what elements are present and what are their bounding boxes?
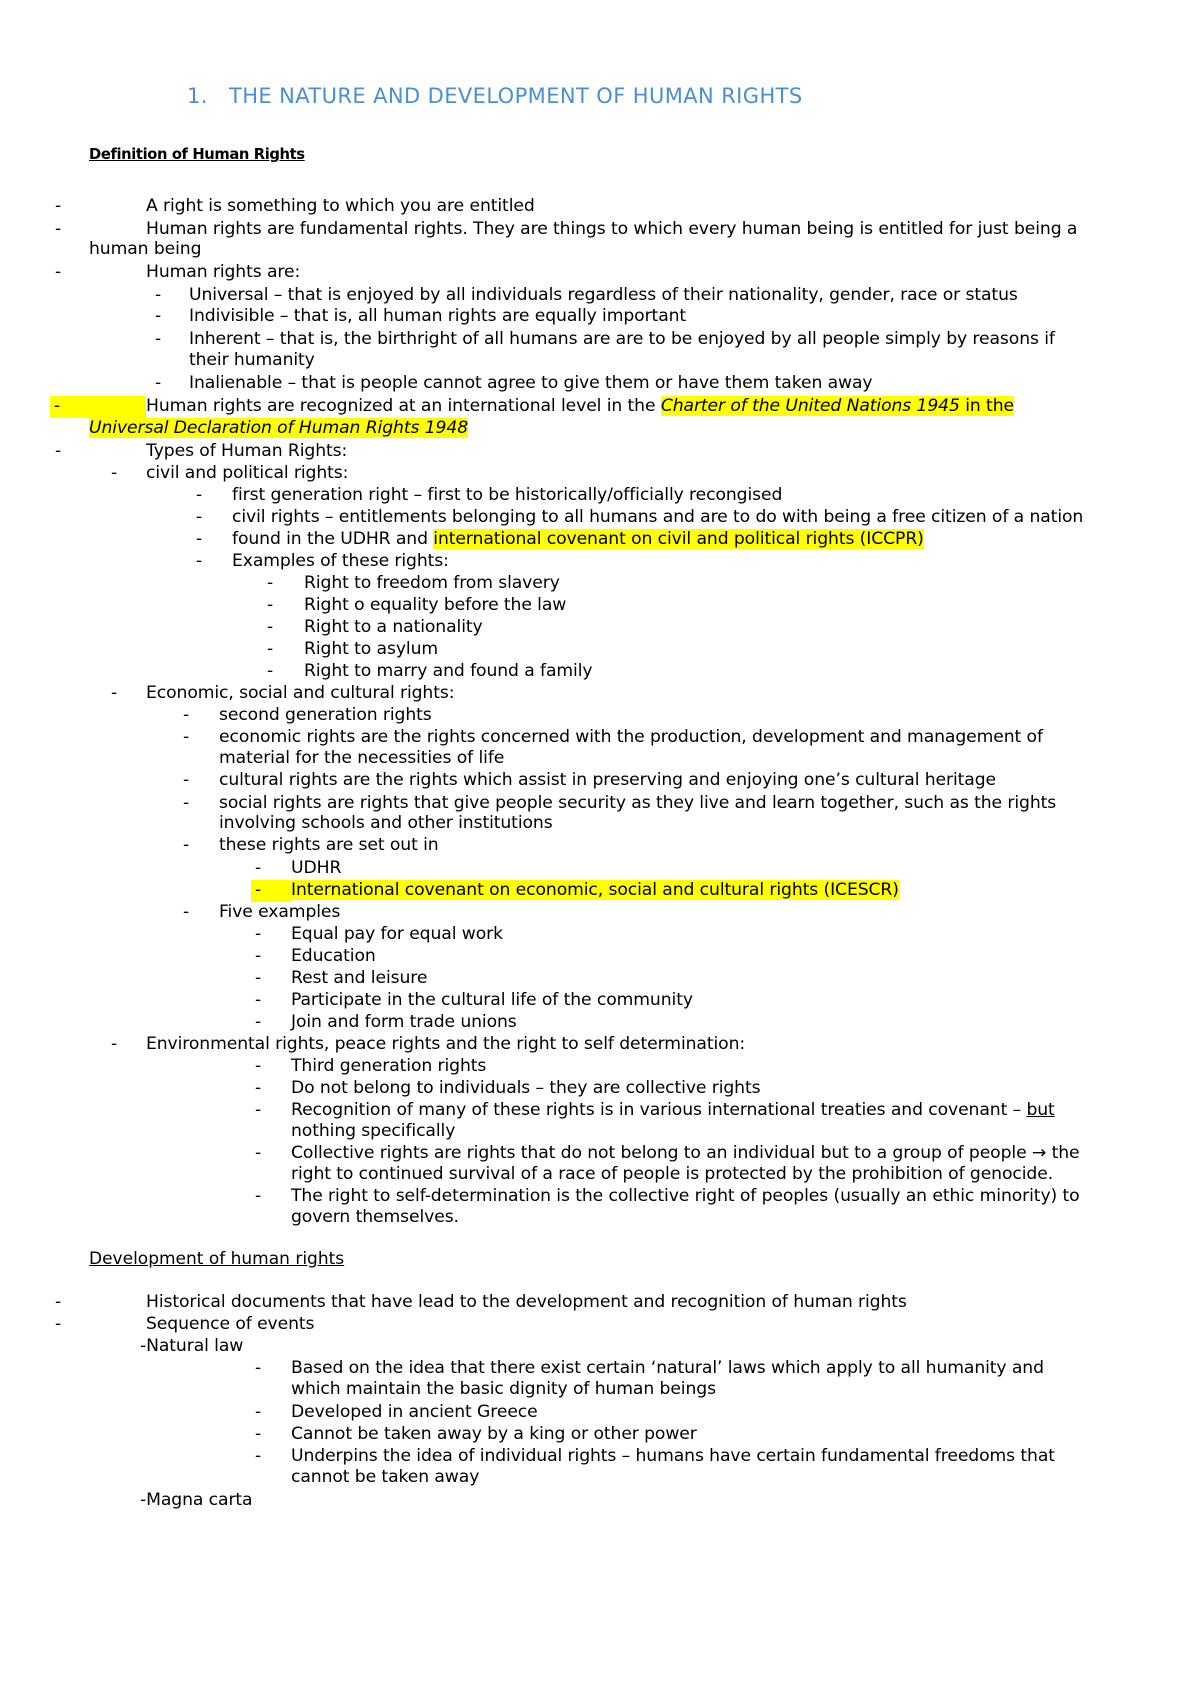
bullet (255, 1424, 261, 1444)
list-item: Right o equality before the law (304, 595, 567, 615)
bullet-glyph: - (183, 902, 190, 922)
bullet-glyph: - (155, 285, 162, 305)
bullet (255, 1358, 261, 1378)
bullet-glyph: - (255, 1143, 262, 1163)
bullet-glyph: - (111, 463, 118, 483)
title-text: THE NATURE AND DEVELOPMENT OF HUMAN RIGHTS (229, 84, 803, 108)
bullet-glyph: - (267, 573, 274, 593)
list-item: Five examples (219, 902, 341, 922)
bullet-glyph: - (55, 1292, 62, 1312)
list-item: civil rights – entitlements belonging to all humans and are to do with being a free citizen of a nation (232, 507, 1084, 527)
bullet-glyph: - (255, 1186, 262, 1206)
bullet (255, 1446, 261, 1466)
bullet (196, 551, 202, 571)
list-item: Human rights are: (146, 262, 301, 282)
list-item: Inherent – that is, the birthright of all humans are are to be enjoyed by all people simply by reasons if (189, 329, 1055, 349)
list-item: Participate in the cultural life of the community (291, 990, 693, 1010)
bullet (255, 924, 261, 944)
bullet-highlighted (50, 396, 146, 418)
list-item: Human rights are fundamental rights. They are things to which every human being is entitled for just being a (146, 219, 1078, 239)
list-item-recognition (291, 1100, 1055, 1120)
recognition-but-underlined: but (1026, 1100, 1055, 1120)
bullet-glyph: - (255, 946, 262, 966)
bullet (55, 1292, 61, 1312)
list-item: Education (291, 946, 376, 966)
list-item: Join and form trade unions (291, 1012, 517, 1032)
bullet (155, 306, 161, 326)
bullet-glyph: - (267, 661, 274, 681)
bullet-glyph: - (267, 595, 274, 615)
bullet-glyph: - (255, 1100, 262, 1120)
bullet-glyph: - (255, 1424, 262, 1444)
list-item: Rest and leisure (291, 968, 428, 988)
bullet (183, 902, 189, 922)
list-item: Right to a nationality (304, 617, 483, 637)
bullet-glyph: - (255, 990, 262, 1010)
list-item: A right is something to which you are entitled (146, 196, 535, 216)
bullet (111, 683, 117, 703)
bullet (183, 727, 189, 747)
bullet (196, 529, 202, 549)
bullet-glyph: - (155, 373, 162, 393)
iccpr-highlight: international covenant on civil and political rights (ICCPR) (433, 529, 924, 549)
bullet (255, 858, 261, 878)
list-item: social rights are rights that give people security as they live and learn together, such as the rights (219, 793, 1057, 813)
bullet (155, 373, 161, 393)
bullet (183, 793, 189, 813)
list-item: Inalienable – that is people cannot agree to give them or have them taken away (189, 373, 873, 393)
subheading-magna-carta: -Magna carta (140, 1490, 253, 1510)
bullet (255, 946, 261, 966)
list-item: Underpins the idea of individual rights – humans have certain fundamental freedoms that (291, 1446, 1055, 1466)
bullet-glyph: - (196, 551, 203, 571)
bullet-glyph: - (255, 1078, 262, 1098)
list-item: Collective rights are rights that do not belong to an individual but to a group of people → the (291, 1143, 1080, 1163)
list-item: Environmental rights, peace rights and the right to self determination: (146, 1034, 746, 1054)
bullet (255, 990, 261, 1010)
list-item: Third generation rights (291, 1056, 487, 1076)
section-heading-definition: Definition of Human Rights (89, 145, 305, 163)
bullet-glyph: - (255, 924, 262, 944)
list-item-continuation: govern themselves. (291, 1207, 459, 1227)
list-item-iccpr (232, 529, 924, 549)
bullet (255, 1056, 261, 1076)
list-item-continuation: which maintain the basic dignity of human beings (291, 1379, 716, 1399)
bullet-glyph: - (255, 1446, 262, 1466)
list-item: these rights are set out in (219, 835, 439, 855)
bullet-glyph: - (255, 968, 262, 988)
list-item: Right to asylum (304, 639, 439, 659)
list-item: second generation rights (219, 705, 432, 725)
list-item-continuation: their humanity (189, 350, 315, 370)
bullet-glyph: - (55, 196, 62, 216)
list-item: Right to marry and found a family (304, 661, 593, 681)
bullet-glyph: - (55, 1314, 62, 1334)
bullet (267, 573, 273, 593)
bullet-glyph: - (55, 262, 62, 282)
list-item: Historical documents that have lead to the development and recognition of human rights (146, 1292, 907, 1312)
list-item: Based on the idea that there exist certain ‘natural’ laws which apply to all humanity and (291, 1358, 1044, 1378)
bullet (255, 1100, 261, 1120)
bullet (155, 329, 161, 349)
bullet-glyph: - (196, 485, 203, 505)
list-item: Examples of these rights: (232, 551, 449, 571)
bullet-glyph: - (55, 441, 62, 461)
list-item: civil and political rights: (146, 463, 349, 483)
bullet-glyph: - (196, 529, 203, 549)
bullet-glyph: - (255, 858, 262, 878)
list-item-charter (146, 396, 1014, 416)
charter-un-highlight: Charter of the United Nations 1945 (660, 396, 960, 416)
title-number: 1. (187, 84, 208, 108)
bullet (267, 661, 273, 681)
bullet-highlighted (251, 880, 291, 902)
bullet-glyph: - (55, 219, 62, 239)
list-item: Types of Human Rights: (146, 441, 348, 461)
list-item-continuation: right to continued survival of a race of people is protected by the prohibition of genocide. (291, 1164, 1054, 1184)
bullet (183, 770, 189, 790)
bullet (55, 219, 61, 239)
bullet-glyph: - (111, 1034, 118, 1054)
list-item: Indivisible – that is, all human rights are equally important (189, 306, 687, 326)
icescr-highlight: International covenant on economic, social and cultural rights (ICESCR) (291, 880, 899, 900)
list-item: The right to self-determination is the collective right of peoples (usually an ethic minority) to (291, 1186, 1080, 1206)
bullet (196, 507, 202, 527)
list-item-continuation: human being (89, 239, 202, 259)
list-item: first generation right – first to be historically/officially recongised (232, 485, 783, 505)
bullet (255, 1402, 261, 1422)
bullet-glyph: - (255, 880, 262, 900)
list-item: Universal – that is enjoyed by all individuals regardless of their nationality, gender, race or status (189, 285, 1018, 305)
list-item-continuation: nothing specifically (291, 1121, 456, 1141)
list-item-continuation: involving schools and other institutions (219, 813, 553, 833)
bullet (267, 617, 273, 637)
list-item: UDHR (291, 858, 342, 878)
bullet (111, 463, 117, 483)
iccpr-text-pre: found in the UDHR and (232, 529, 434, 549)
list-item: Cannot be taken away by a king or other power (291, 1424, 697, 1444)
bullet (255, 1012, 261, 1032)
bullet (267, 595, 273, 615)
bullet (183, 705, 189, 725)
bullet-glyph: - (155, 329, 162, 349)
bullet-glyph: - (111, 683, 118, 703)
subheading-natural-law: -Natural law (140, 1336, 244, 1356)
bullet-glyph: - (267, 639, 274, 659)
bullet (255, 1143, 261, 1163)
list-item-continuation: cannot be taken away (291, 1467, 480, 1487)
bullet (196, 485, 202, 505)
bullet-glyph: - (267, 617, 274, 637)
bullet-glyph: - (183, 770, 190, 790)
bullet (255, 968, 261, 988)
section-heading-development: Development of human rights (89, 1249, 345, 1269)
bullet-glyph: - (255, 1056, 262, 1076)
bullet-glyph: - (183, 727, 190, 747)
bullet-glyph: - (183, 705, 190, 725)
bullet (255, 1078, 261, 1098)
bullet (55, 262, 61, 282)
bullet-glyph: - (183, 793, 190, 813)
charter-post-highlight: in the (959, 396, 1014, 416)
bullet (267, 639, 273, 659)
bullet (55, 441, 61, 461)
bullet (155, 285, 161, 305)
list-item: Do not belong to individuals – they are collective rights (291, 1078, 761, 1098)
bullet-glyph: - (255, 1358, 262, 1378)
list-item: Developed in ancient Greece (291, 1402, 538, 1422)
list-item: Sequence of events (146, 1314, 315, 1334)
list-item-continuation (89, 418, 468, 438)
bullet-glyph: - (54, 396, 61, 416)
recognition-text: Recognition of many of these rights is in various international treaties and covenant – (291, 1100, 1027, 1120)
bullet-glyph: - (183, 835, 190, 855)
bullet-glyph: - (155, 306, 162, 326)
bullet (55, 196, 61, 216)
document-title (187, 84, 803, 108)
charter-text-pre: Human rights are recognized at an international level in the (146, 396, 661, 416)
bullet (183, 835, 189, 855)
bullet (111, 1034, 117, 1054)
udhr-highlight: Universal Declaration of Human Rights 1948 (89, 418, 469, 438)
bullet-glyph: - (196, 507, 203, 527)
bullet-glyph: - (255, 1012, 262, 1032)
list-item: economic rights are the rights concerned with the production, development and management of (219, 727, 1043, 747)
list-item: cultural rights are the rights which assist in preserving and enjoying one’s cultural heritage (219, 770, 997, 790)
list-item-continuation: material for the necessities of life (219, 748, 505, 768)
bullet (255, 1186, 261, 1206)
list-item: Economic, social and cultural rights: (146, 683, 455, 703)
list-item-icescr (291, 880, 899, 900)
bullet-glyph: - (255, 1402, 262, 1422)
list-item: Right to freedom from slavery (304, 573, 560, 593)
bullet (55, 1314, 61, 1334)
list-item: Equal pay for equal work (291, 924, 503, 944)
